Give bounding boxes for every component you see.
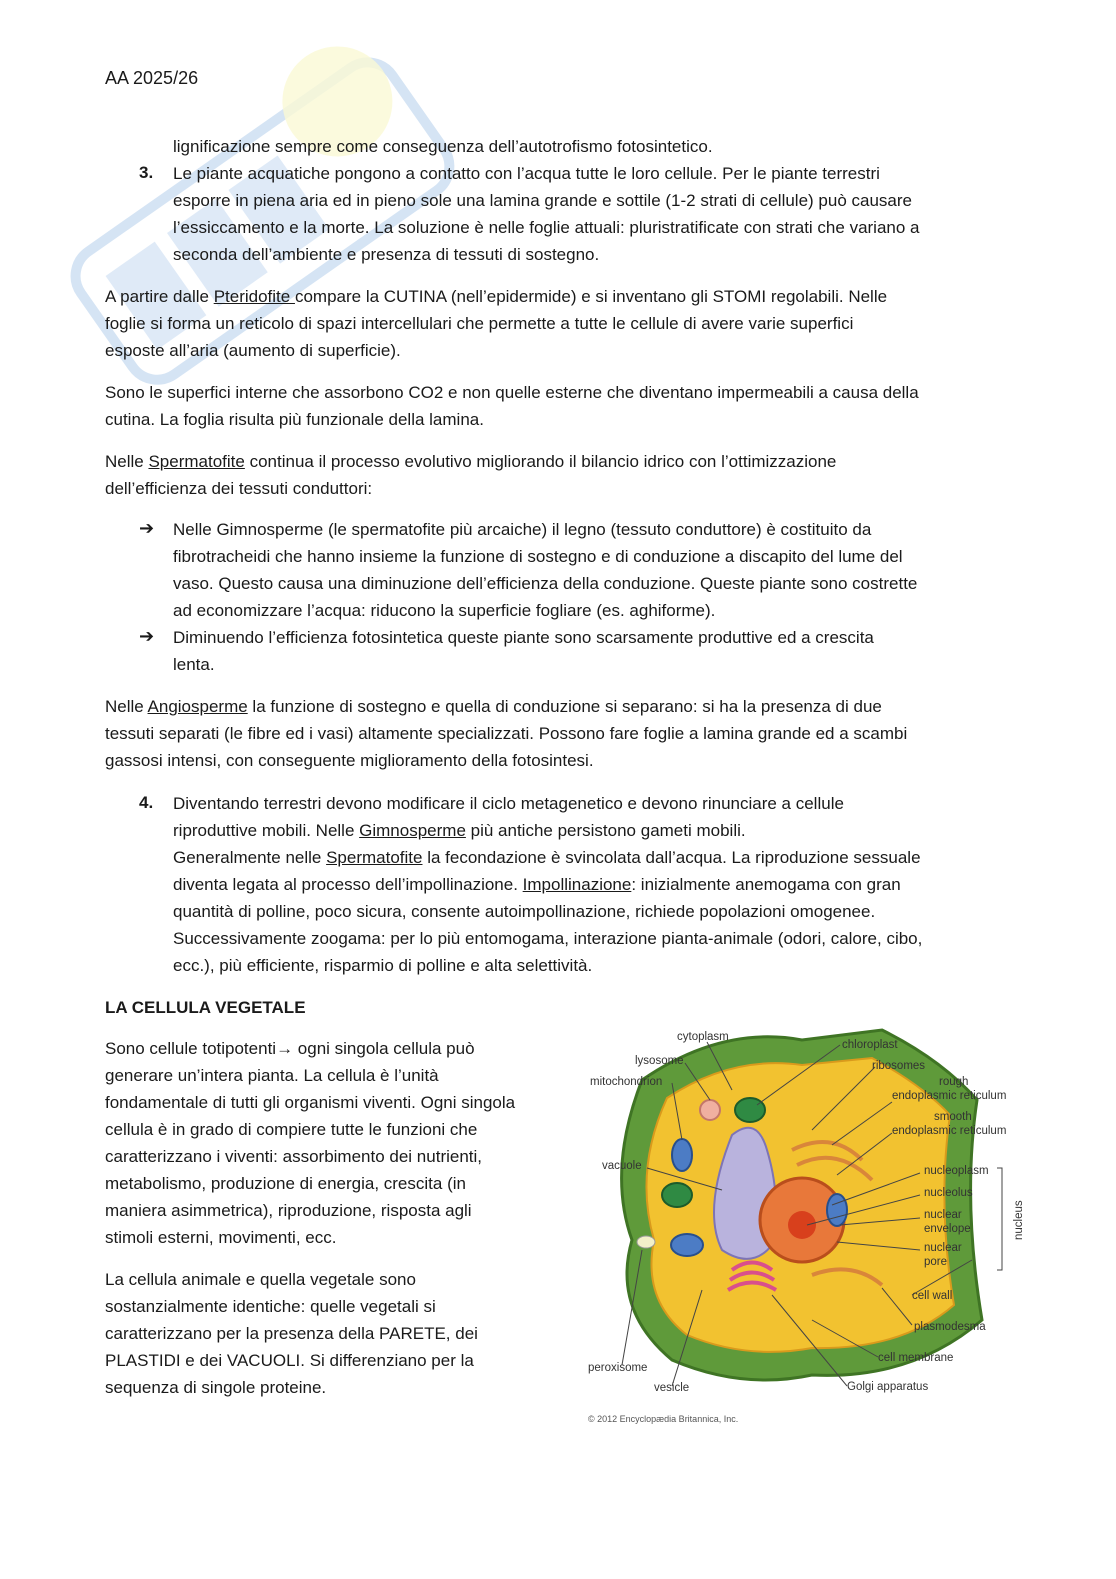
cell-paragraph-line: Sono cellule totipotenti→ ogni singola cellula può [105,1039,475,1058]
paragraph-line: Sono le superfici interne che assorbono CO2 e non quelle esterne che diventano impermeabili a causa della [105,383,919,402]
cell-paragraph-line: stimoli esterni, movimenti, ecc. [105,1228,337,1247]
label-rough-er: rough [939,1076,969,1088]
label-cell-wall: cell wall [912,1290,953,1302]
list-number: 4. [139,793,154,812]
section-title: LA CELLULA VEGETALE [105,998,306,1017]
label-nucleolus: nucleolus [924,1187,973,1199]
cell-paragraph-line: cellula è in grado di compiere tutte le funzioni che [105,1120,478,1139]
peroxisome-shape [637,1236,655,1248]
label-ribosomes: ribosomes [872,1060,926,1072]
label-mitochondrion: mitochondrion [590,1076,663,1088]
cell-paragraph-line: sostanzialmente identiche: quelle vegetali si [105,1297,436,1316]
label-nuclear-pore: pore [924,1256,948,1268]
label-rough-er: endoplasmic reticulum [892,1090,1007,1102]
paragraph-line: Nelle Spermatofite continua il processo evolutivo migliorando il bilancio idrico con l’ottimizzazione [105,452,837,471]
bullet-line: vaso. Questo causa una diminuzione dell’efficienza della conduzione. Queste piante sono costrette [173,574,918,593]
paragraph-line: cutina. La foglia risulta più funzionale della lamina. [105,410,484,429]
mitochondrion-shape [672,1139,692,1171]
chloroplast-shape [735,1098,765,1122]
label-chloroplast: chloroplast [842,1039,898,1051]
term-spermatofite: Spermatofite [326,848,423,867]
cell-paragraph-line: caratterizzano i viventi: assorbimento dei nutrienti, [105,1147,483,1166]
cell-paragraph-line: generare un’intera pianta. La cellula è l’unità [105,1066,439,1085]
item4-line: Successivamente zoogama: per lo più entomogama, interazione pianta-animale (odori, calore, cibo, [173,929,923,948]
label-vacuole: vacuole [602,1160,642,1172]
bullet-line: ad economizzare l’acqua: riducono la superficie fogliare (es. aghiforme). [173,601,716,620]
label-cytoplasm: cytoplasm [677,1031,729,1043]
label-cell-membrane: cell membrane [878,1352,954,1364]
label-smooth-er: endoplasmic reticulum [892,1125,1007,1137]
cell-paragraph-line: PLASTIDI e dei VACUOLI. Si differenziano per la [105,1351,474,1370]
item3-line: l’essiccamento e la morte. La soluzione è nelle foglie attuali: pluristratificate con strati che variano a [173,218,920,237]
item4-line: ecc.), più efficiente, risparmio di polline e alta selettività. [173,956,593,975]
item3-line: seconda dell’ambiente e presenza di tessuti di sostegno. [173,245,600,264]
term-angiosperme: Angiosperme [147,697,248,716]
lysosome-shape [700,1100,720,1120]
nucleus-bracket [997,1168,1002,1270]
header-academic-year: AA 2025/26 [105,68,199,88]
label-nucleoplasm: nucleoplasm [924,1165,989,1177]
mitochondrion-shape [671,1234,703,1256]
bullet-line: Diminuendo l’efficienza fotosintetica queste piante sono scarsamente produttive ed a crescita [173,628,874,647]
paragraph-line: gassosi intensi, con conseguente miglioramento della fotosintesi. [105,751,594,770]
list-number: 3. [139,163,154,182]
paragraph-line: foglie si forma un reticolo di spazi intercellulari che permette a tutte le cellule di avere varie superfici [105,314,854,333]
paragraph-line: tessuti separati (le fibre ed i vasi) altamente specializzati. Possono fare foglie a lamina grande ed a scambi [105,724,908,743]
cell-paragraph-line: La cellula animale e quella vegetale sono [105,1270,416,1289]
copyright-note: © 2012 Encyclopædia Britannica, Inc. [588,1414,739,1424]
paragraph-line: Nelle Angiosperme la funzione di sostegno e quella di conduzione si separano: si ha la presenza di due [105,697,882,716]
label-nuclear-envelope: envelope [924,1223,971,1235]
item3-line: esporre in piena aria ed in pieno sole una lamina grande e sottile (1-2 strati di cellule) può causare [173,191,912,210]
bullet-line: Nelle Gimnosperme (le spermatofite più arcaiche) il legno (tessuto conduttore) è costituito da [173,520,872,539]
plant-cell-diagram [582,1020,1032,1430]
paragraph-line: A partire dalle Pteridofite compare la CUTINA (nell’epidermide) e si inventano gli STOMI regolabili. Nelle [105,287,888,306]
item4-line: riproduttive mobili. Nelle Gimnosperme più antiche persistono gameti mobili. [173,821,746,840]
nucleolus-shape [788,1211,816,1239]
term-gimnosperme: Gimnosperme [359,821,466,840]
label-nuclear-envelope: nuclear [924,1209,962,1221]
term-impollinazione: Impollinazione [522,875,632,894]
bullet-line: fibrotracheidi che hanno insieme la funzione di sostegno e di conduzione a discapito del lume del [173,547,903,566]
label-peroxisome: peroxisome [588,1362,648,1374]
arrow-bullet-icon: ➔ [139,518,155,538]
term-spermatofite: Spermatofite [148,452,245,471]
label-nuclear-pore: nuclear [924,1242,962,1254]
item4-line: diventa legata al processo dell’impollinazione. Impollinazione: inizialmente anemogama con gran [173,875,901,894]
label-plasmodesma: plasmodesma [914,1321,986,1333]
cell-paragraph-line: maniera asimmetrica), riproduzione, risposta agli [105,1201,472,1220]
paragraph-line: esposte all’aria (aumento di superficie). [105,341,401,360]
paragraph-line: dell’efficienza dei tessuti conduttori: [105,479,373,498]
label-smooth-er: smooth [934,1111,972,1123]
cell-paragraph-line: sequenza di singole proteine. [105,1378,327,1397]
chloroplast-shape [662,1183,692,1207]
item3-line: Le piante acquatiche pongono a contatto con l’acqua tutte le loro cellule. Per le piante terrestri [173,164,880,183]
item4-line: Diventando terrestri devono modificare il ciclo metagenetico e devono rinunciare a cellule [173,794,844,813]
continuation-text: lignificazione sempre come conseguenza dell’autotrofismo fotosintetico. [173,137,713,156]
cell-paragraph-line: fondamentale di tutti gli organismi viventi. Ogni singola [105,1093,516,1112]
label-golgi: Golgi apparatus [847,1381,929,1393]
item4-line: Generalmente nelle Spermatofite la fecondazione è svincolata dall’acqua. La riproduzione sessuale [173,848,921,867]
label-lysosome: lysosome [635,1055,684,1067]
mitochondrion-shape [827,1194,847,1226]
cell-paragraph-line: caratterizzano per la presenza della PARETE, dei [105,1324,478,1343]
item4-line: quantità di polline, poco sicura, consente autoimpollinazione, richiede popolazioni omogenee. [173,902,876,921]
label-nucleus: nucleus [1013,1200,1025,1240]
label-vesicle: vesicle [654,1382,690,1394]
bullet-line: lenta. [173,655,215,674]
term-pteridofite: Pteridofite [213,287,295,306]
cell-paragraph-line: metabolismo, produzione di energia, crescita (in [105,1174,466,1193]
arrow-bullet-icon: ➔ [139,626,155,646]
